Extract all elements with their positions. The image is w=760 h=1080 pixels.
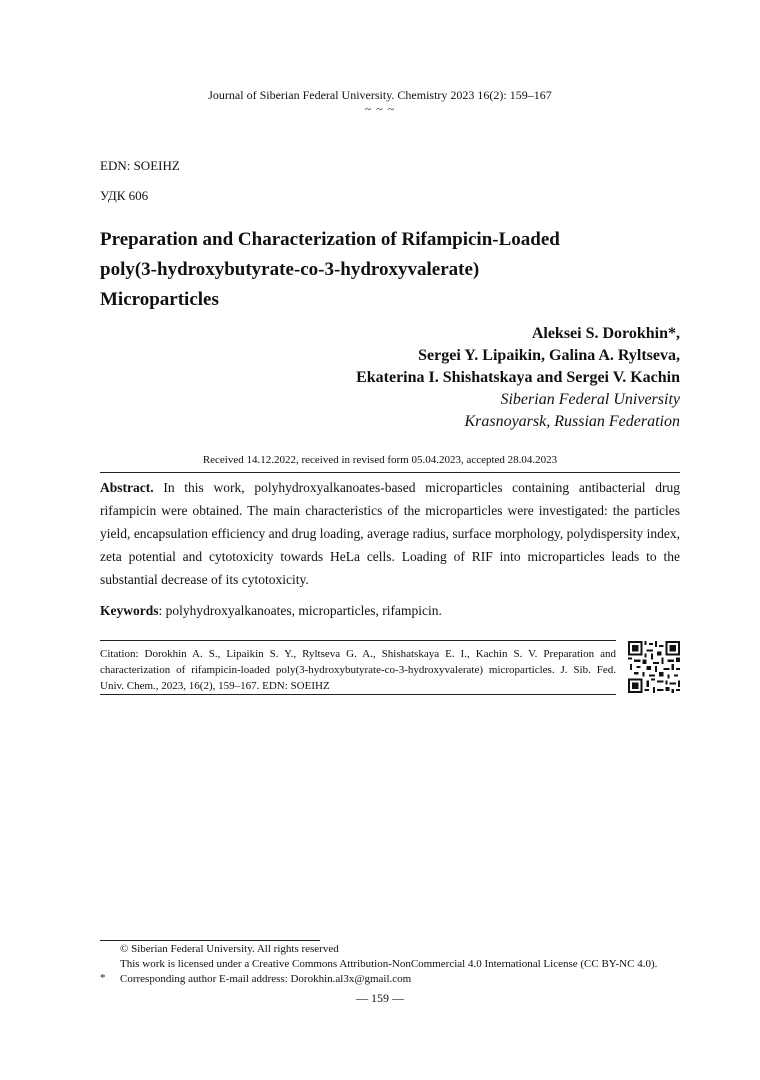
header-ornament: ~ ~ ~ <box>364 102 396 116</box>
license-note: This work is licensed under a Creative Commons Attribution-NonCommercial 4.0 International License (CC BY-NC 4.0). <box>120 958 658 970</box>
udk-label: УДК 606 <box>100 188 149 203</box>
citation-top-rule <box>100 640 616 641</box>
page-number: — 159 — <box>356 991 404 1005</box>
abstract-top-rule <box>100 472 680 473</box>
abstract-label: Abstract. <box>100 480 154 495</box>
keywords <box>100 603 680 619</box>
author-block <box>120 323 680 433</box>
abstract-text: In this work, polyhydroxyalkanoates-based microparticles containing antibacterial drug rifampicin were obtained. The main characteristics of the microparticles were investigated: the particles yield, encapsulation efficiency and drug loading, average radius, surface morphology, polydispersity index, zeta potential and cytotoxicity towards HeLa cells. Loading of RIF into microparticles leads to the substantial decrease of its cytotoxicity. <box>100 480 681 587</box>
location: Krasnoyarsk, Russian Federation <box>464 413 680 430</box>
citation: Citation: Dorokhin A. S., Lipaikin S. Y., Ryltseva G. A., Shishatskaya E. I., Kachin S. V. Preparation and characterization of rifampicin-loaded poly(3-hydroxybutyrate-co-3-hydroxyvalerate) microparticles. J. Sib. Fed. Univ. Chem., 2023, 16(2), 159–167. EDN: SOEIHZ <box>100 648 616 692</box>
keywords-label: Keywords <box>100 603 159 618</box>
copyright-note: © Siberian Federal University. All rights reserved <box>120 943 339 955</box>
title-line-2: poly(3-hydroxybutyrate-co-3-hydroxyvalerate) <box>100 259 480 280</box>
corresponding-author-note: Corresponding author E-mail address: Dorokhin.al3x@gmail.com <box>120 973 412 985</box>
footnote-asterisk: * <box>100 972 106 984</box>
footnote-rule <box>100 940 320 941</box>
affiliation: Siberian Federal University <box>500 391 680 408</box>
title-line-1: Preparation and Characterization of Rifampicin-Loaded <box>100 229 560 250</box>
title-line-3: Microparticles <box>100 289 219 310</box>
journal-header: Journal of Siberian Federal University. Chemistry 2023 16(2): 159–167 <box>208 88 552 102</box>
keywords-text: : polyhydroxyalkanoates, microparticles, rifampicin. <box>158 603 442 618</box>
citation-bottom-rule <box>100 694 616 695</box>
article-title <box>100 225 660 315</box>
authors-line-1: Aleksei S. Dorokhin*, <box>531 325 680 342</box>
authors-line-2: Sergei Y. Lipaikin, Galina A. Ryltseva, <box>418 347 680 364</box>
authors-line-3: Ekaterina I. Shishatskaya and Sergei V. Kachin <box>356 369 680 386</box>
received-dates: Received 14.12.2022, received in revised form 05.04.2023, accepted 28.04.2023 <box>202 454 558 466</box>
abstract <box>100 476 680 591</box>
qr-code-icon[interactable] <box>628 641 680 693</box>
edn-label: EDN: SOEIHZ <box>100 158 180 173</box>
